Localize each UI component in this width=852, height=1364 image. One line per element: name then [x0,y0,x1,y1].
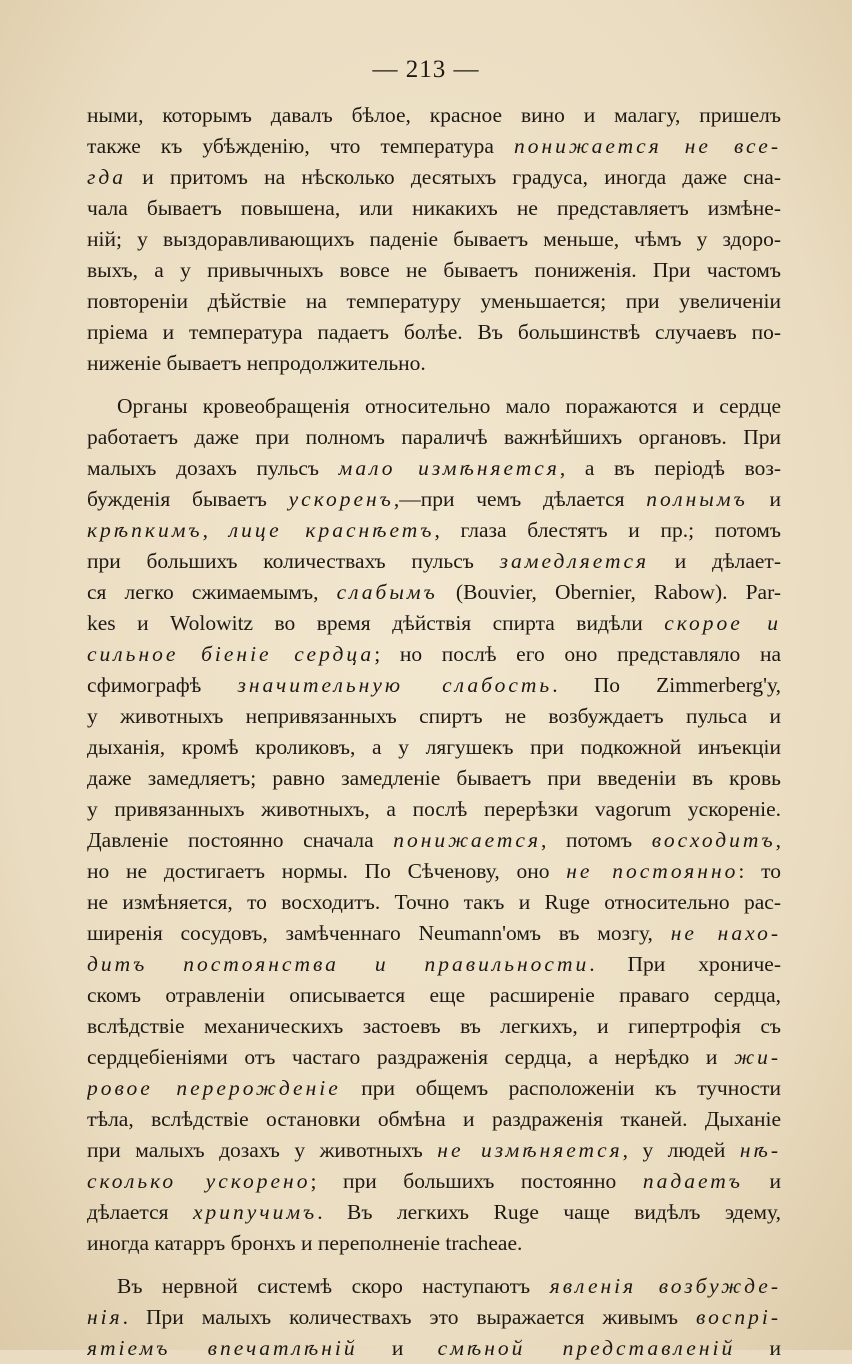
text-segment: и [357,1336,438,1360]
text-line [87,701,781,732]
emphasized-text: не нахо- [670,921,781,945]
text-segment: и притомъ на нѣсколько десятыхъ градуса, иногда даже сна- [126,165,781,189]
emphasized-text: не измѣняется [437,1138,623,1162]
text-segment: работаетъ даже при полномъ параличѣ важнѣйшихъ органовъ. При [87,425,781,449]
text-segment: и [742,1169,781,1193]
emphasized-text: сколько ускорено [87,1169,311,1193]
emphasized-text: слабымъ [336,580,438,604]
text-segment: Въ нервной системѣ скоро наступаютъ [117,1274,550,1298]
text-segment: ными, которымъ давалъ бѣлое, красное вино и малагу, пришелъ [87,103,781,127]
text-segment: выхъ, а у привычныхъ вовсе не бываетъ пониженія. При частомъ [87,258,781,282]
text-segment: Органы кровеобращенія относительно мало поражаются и сердце [117,394,781,418]
text-line [87,887,781,918]
emphasized-text: сильное біеніе сердца [87,642,375,666]
text-segment: (Bouvier, Obernier, Rabow). Par- [437,580,781,604]
emphasized-text: ровое перерожденіе [87,1076,341,1100]
emphasized-text: замедляется [499,549,650,573]
text-line [87,391,781,422]
emphasized-text: явленія возбужде- [549,1274,781,1298]
text-segment: вслѣдствіе механическихъ застоевъ въ легкихъ, и гипертрофія съ [87,1014,781,1038]
text-segment: у животныхъ непривязанныхъ спиртъ не возбуждаетъ пульса и [87,704,781,728]
text-segment: и дѣлает- [649,549,781,573]
emphasized-text: восходитъ [651,828,776,852]
emphasized-text: воспрі- [696,1305,781,1329]
text-segment: ній; у выздоравливающихъ паденіе бываетъ меньше, чѣмъ у здоро- [87,227,781,251]
text-segment: : то [738,859,781,883]
emphasized-text: падаетъ [642,1169,743,1193]
text-segment: , [202,518,229,542]
text-segment: пріема и температура падаетъ болѣе. Въ большинствѣ случаевъ по- [87,320,781,344]
text-line [87,980,781,1011]
text-segment: тѣла, вслѣдствіе остановки обмѣна и раздраженія тканей. Дыханіе [87,1107,781,1131]
text-segment: ; но послѣ его оно представляло на [374,642,781,666]
emphasized-text: хрипучимъ [192,1200,318,1224]
text-line [87,670,781,701]
text-line [87,608,781,639]
text-line [87,577,781,608]
text-segment: и [735,1336,781,1360]
text-segment: при большихъ количествахъ пульсъ [87,549,500,573]
emphasized-text: понижается не все- [513,134,781,158]
text-segment: скомъ отравленіи описывается еще расширеніе праваго сердца, [87,983,781,1007]
text-line [87,794,781,825]
text-line [87,1197,781,1228]
text-segment: Давленіе постоянно сначала [87,828,394,852]
text-line [87,1104,781,1135]
text-line [87,515,781,546]
emphasized-text: понижается [393,828,541,852]
emphasized-text: гда [87,165,127,189]
text-segment: , потомъ [540,828,652,852]
text-line [87,162,781,193]
text-segment: сфимографѣ [87,673,238,697]
emphasized-text: жи- [734,1045,781,1069]
text-line [87,1042,781,1073]
text-segment: повтореніи дѣйствіе на температуру уменьшается; при увеличеніи [87,289,781,313]
emphasized-text: ятіемъ впечатлѣній [87,1336,358,1360]
text-line [87,546,781,577]
emphasized-text: смѣной представленій [437,1336,736,1360]
emphasized-text: значительную слабость [237,673,553,697]
text-segment: , глаза блестятъ и пр.; потомъ [434,518,781,542]
page-number: — 213 — [372,56,480,83]
emphasized-text: нія [87,1305,123,1329]
text-segment: . При хрониче- [589,952,781,976]
text-segment: дыханія, кромѣ кроликовъ, а у лягушекъ при подкожной инъекціи [87,735,781,759]
text-segment: ширенія сосудовъ, замѣченнаго Neumann'омъ въ мозгу, [87,921,671,945]
emphasized-text: нѣ- [739,1138,781,1162]
emphasized-text: лице краснѣетъ [228,518,435,542]
text-segment: не измѣняется, то восходитъ. Точно такъ и Ruge относительно рас- [87,890,781,914]
text-line [87,193,781,224]
text-line [87,1228,781,1259]
text-line [87,453,781,484]
text-segment: , у людей [622,1138,740,1162]
text-segment: при малыхъ дозахъ у животныхъ [87,1138,438,1162]
text-line [87,224,781,255]
text-segment: ся легко сжимаемымъ, [87,580,337,604]
emphasized-text: дитъ постоянства и правильности [87,952,590,976]
text-segment: . При малыхъ количествахъ это выражается живымъ [122,1305,697,1329]
text-line [87,949,781,980]
text-segment: ; при большихъ постоянно [310,1169,643,1193]
emphasized-text: крѣпкимъ [87,518,203,542]
text-segment: дѣлается [87,1200,193,1224]
text-line [87,484,781,515]
text-segment: kes и Wolowitz во время дѣйствія спирта видѣли [87,611,665,635]
text-segment: при общемъ расположеніи къ тучности [340,1076,781,1100]
body-text [87,100,781,1364]
text-line [87,639,781,670]
text-segment: ниженіе бываетъ непродолжительно. [87,351,426,375]
text-segment: у привязанныхъ животныхъ, а послѣ перерѣзки vagorum ускореніе. [87,797,781,821]
text-segment: бужденія бываетъ [87,487,289,511]
text-segment: чала бываетъ повышена, или никакихъ не представляетъ измѣне- [87,196,781,220]
text-line [87,317,781,348]
text-segment: , а въ періодѣ воз- [559,456,781,480]
emphasized-text: скорое и [664,611,781,635]
text-line [87,1166,781,1197]
text-segment: . По Zimmerberg'у, [552,673,781,697]
text-line [87,763,781,794]
text-line [87,131,781,162]
text-line [87,100,781,131]
text-segment: ,—при чемъ дѣлается [393,487,647,511]
text-line [87,825,781,856]
text-segment: малыхъ дозахъ пульсъ [87,456,339,480]
text-line [87,1333,781,1364]
text-segment: также къ убѣжденію, что температура [87,134,514,158]
text-line [87,255,781,286]
text-segment: , [775,828,781,852]
text-line [87,1271,781,1302]
text-line [87,1135,781,1166]
text-segment: и [747,487,781,511]
emphasized-text: ускоренъ [288,487,394,511]
text-segment: даже замедляетъ; равно замедленіе бываетъ при введеніи въ кровь [87,766,781,790]
text-segment: сердцебіеніями отъ частаго раздраженія сердца, а нерѣдко и [87,1045,735,1069]
emphasized-text: мало измѣняется [338,456,560,480]
text-line [87,286,781,317]
text-line [87,348,781,379]
text-line [87,422,781,453]
text-line [87,1011,781,1042]
text-line [87,1302,781,1333]
text-segment: иногда катарръ бронхъ и переполненіе tracheae. [87,1231,523,1255]
text-segment: . Въ легкихъ Ruge чаще видѣлъ эдему, [317,1200,781,1224]
text-line [87,1073,781,1104]
emphasized-text: полнымъ [646,487,748,511]
text-line [87,732,781,763]
text-line [87,918,781,949]
text-line [87,856,781,887]
text-segment: но не достигаетъ нормы. По Сѣченову, оно [87,859,567,883]
emphasized-text: не постоянно [566,859,739,883]
